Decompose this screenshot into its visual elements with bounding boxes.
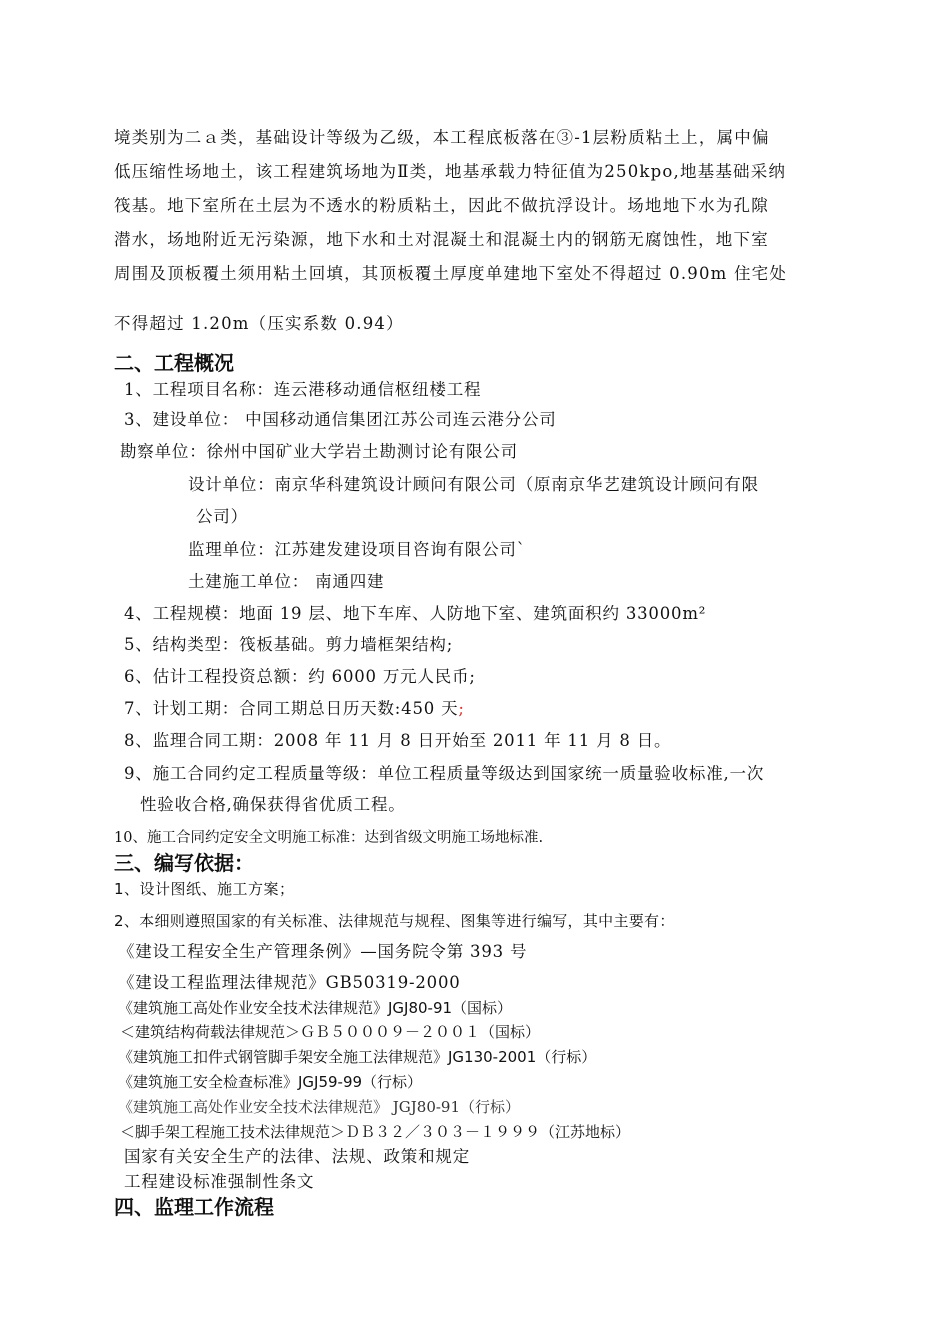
reference-3: 《建筑施工高处作业安全技术法律规范》JGJ80-91（国标） [118, 999, 513, 1017]
reference-6: 《建筑施工安全检查标准》JGJ59-99（行标） [118, 1073, 423, 1091]
supervision-contract-period: 8、监理合同工期：2008 年 11 月 8 日开始至 2011 年 11 月 8 日。 [124, 731, 672, 750]
reference-9: 国家有关安全生产的法律、法规、政策和规定 [124, 1147, 470, 1166]
investment-total: 6、估计工程投资总额：约 6000 万元人民币; [124, 667, 476, 686]
section-4-heading: 四、监理工作流程 [114, 1195, 274, 1219]
planned-duration-text: 7、计划工期：合同工期总日历天数:450 天 [124, 699, 459, 718]
intro-line-5: 周围及顶板覆土须用粘土回填，其顶板覆土厚度单建地下室处不得超过 0.90m 住宅处 [114, 264, 788, 283]
quality-grade-line-1: 9、施工合同约定工程质量等级：单位工程质量等级达到国家统一质量验收标准,一次 [124, 764, 765, 783]
basis-item-2: 2、本细则遵照国家的有关标准、法律规范与规程、图集等进行编写，其中主要有： [114, 912, 675, 930]
quality-grade-line-2: 性验收合格,确保获得省优质工程。 [140, 795, 406, 814]
construction-owner: 3、建设单位： 中国移动通信集团江苏公司连云港分公司 [124, 410, 557, 429]
project-scale: 4、工程规模：地面 19 层、地下车库、人防地下室、建筑面积约 33000m² [124, 604, 707, 623]
planned-duration [124, 697, 465, 721]
project-name: 1、工程项目名称：连云港移动通信枢纽楼工程 [124, 380, 482, 399]
basis-item-1: 1、设计图纸、施工方案； [114, 880, 295, 898]
reference-2: 《建设工程监理法律规范》GB50319-2000 [118, 973, 461, 992]
intro-line-2: 低压缩性场地土，该工程建筑场地为Ⅱ类，地基承载力特征值为250kpo,地基基础采纳 [114, 162, 787, 181]
intro-line-4: 潜水，场地附近无污染源，地下水和土对混凝土和混凝土内的钢筋无腐蚀性，地下室 [114, 230, 769, 249]
section-2-heading: 二、工程概况 [114, 351, 234, 375]
survey-unit: 勘察单位：徐州中国矿业大学岩土勘测讨论有限公司 [120, 442, 518, 461]
section-3-heading: 三、编写依据： [114, 851, 254, 875]
intro-line-3: 筏基。地下室所在土层为不透水的粉质粘土，因此不做抗浮设计。场地地下水为孔隙 [114, 196, 769, 215]
reference-5: 《建筑施工扣件式钢管脚手架安全施工法律规范》JG130-2001（行标） [118, 1048, 597, 1066]
reference-1: 《建设工程安全生产管理条例》—国务院令第 393 号 [118, 942, 528, 961]
construction-unit: 土建施工单位： 南通四建 [188, 572, 385, 591]
safety-standard: 10、施工合同约定安全文明施工标准：达到省级文明施工场地标准. [114, 830, 544, 846]
reference-7: 《建筑施工高处作业安全技术法律规范》 JGJ80-91（行标） [118, 1098, 521, 1116]
supervision-unit: 监理单位：江苏建发建设项目咨询有限公司` [188, 540, 526, 559]
design-unit-line-1: 设计单位：南京华科建筑设计顾问有限公司（原南京华艺建筑设计顾问有限 [188, 475, 759, 494]
reference-10: 工程建设标准强制性条文 [124, 1172, 315, 1191]
reference-4: ＜建筑结构荷载法律规范＞ＧＢ５０００９－２００１（国标） [120, 1023, 541, 1041]
planned-duration-mark: ; [458, 699, 465, 718]
intro-line-1: 境类别为二ａ类，基础设计等级为乙级，本工程底板落在③-1层粉质粘土上，属中偏 [114, 128, 770, 147]
design-unit-line-2: 公司） [196, 507, 248, 526]
intro-line-6: 不得超过 1.20m（压实系数 0.94） [114, 314, 404, 333]
reference-8: ＜脚手架工程施工技术法律规范＞ＤＢ３２／３０３－１９９９（江苏地标） [120, 1123, 631, 1141]
structure-type: 5、结构类型：筏板基础。剪力墙框架结构; [124, 635, 454, 654]
